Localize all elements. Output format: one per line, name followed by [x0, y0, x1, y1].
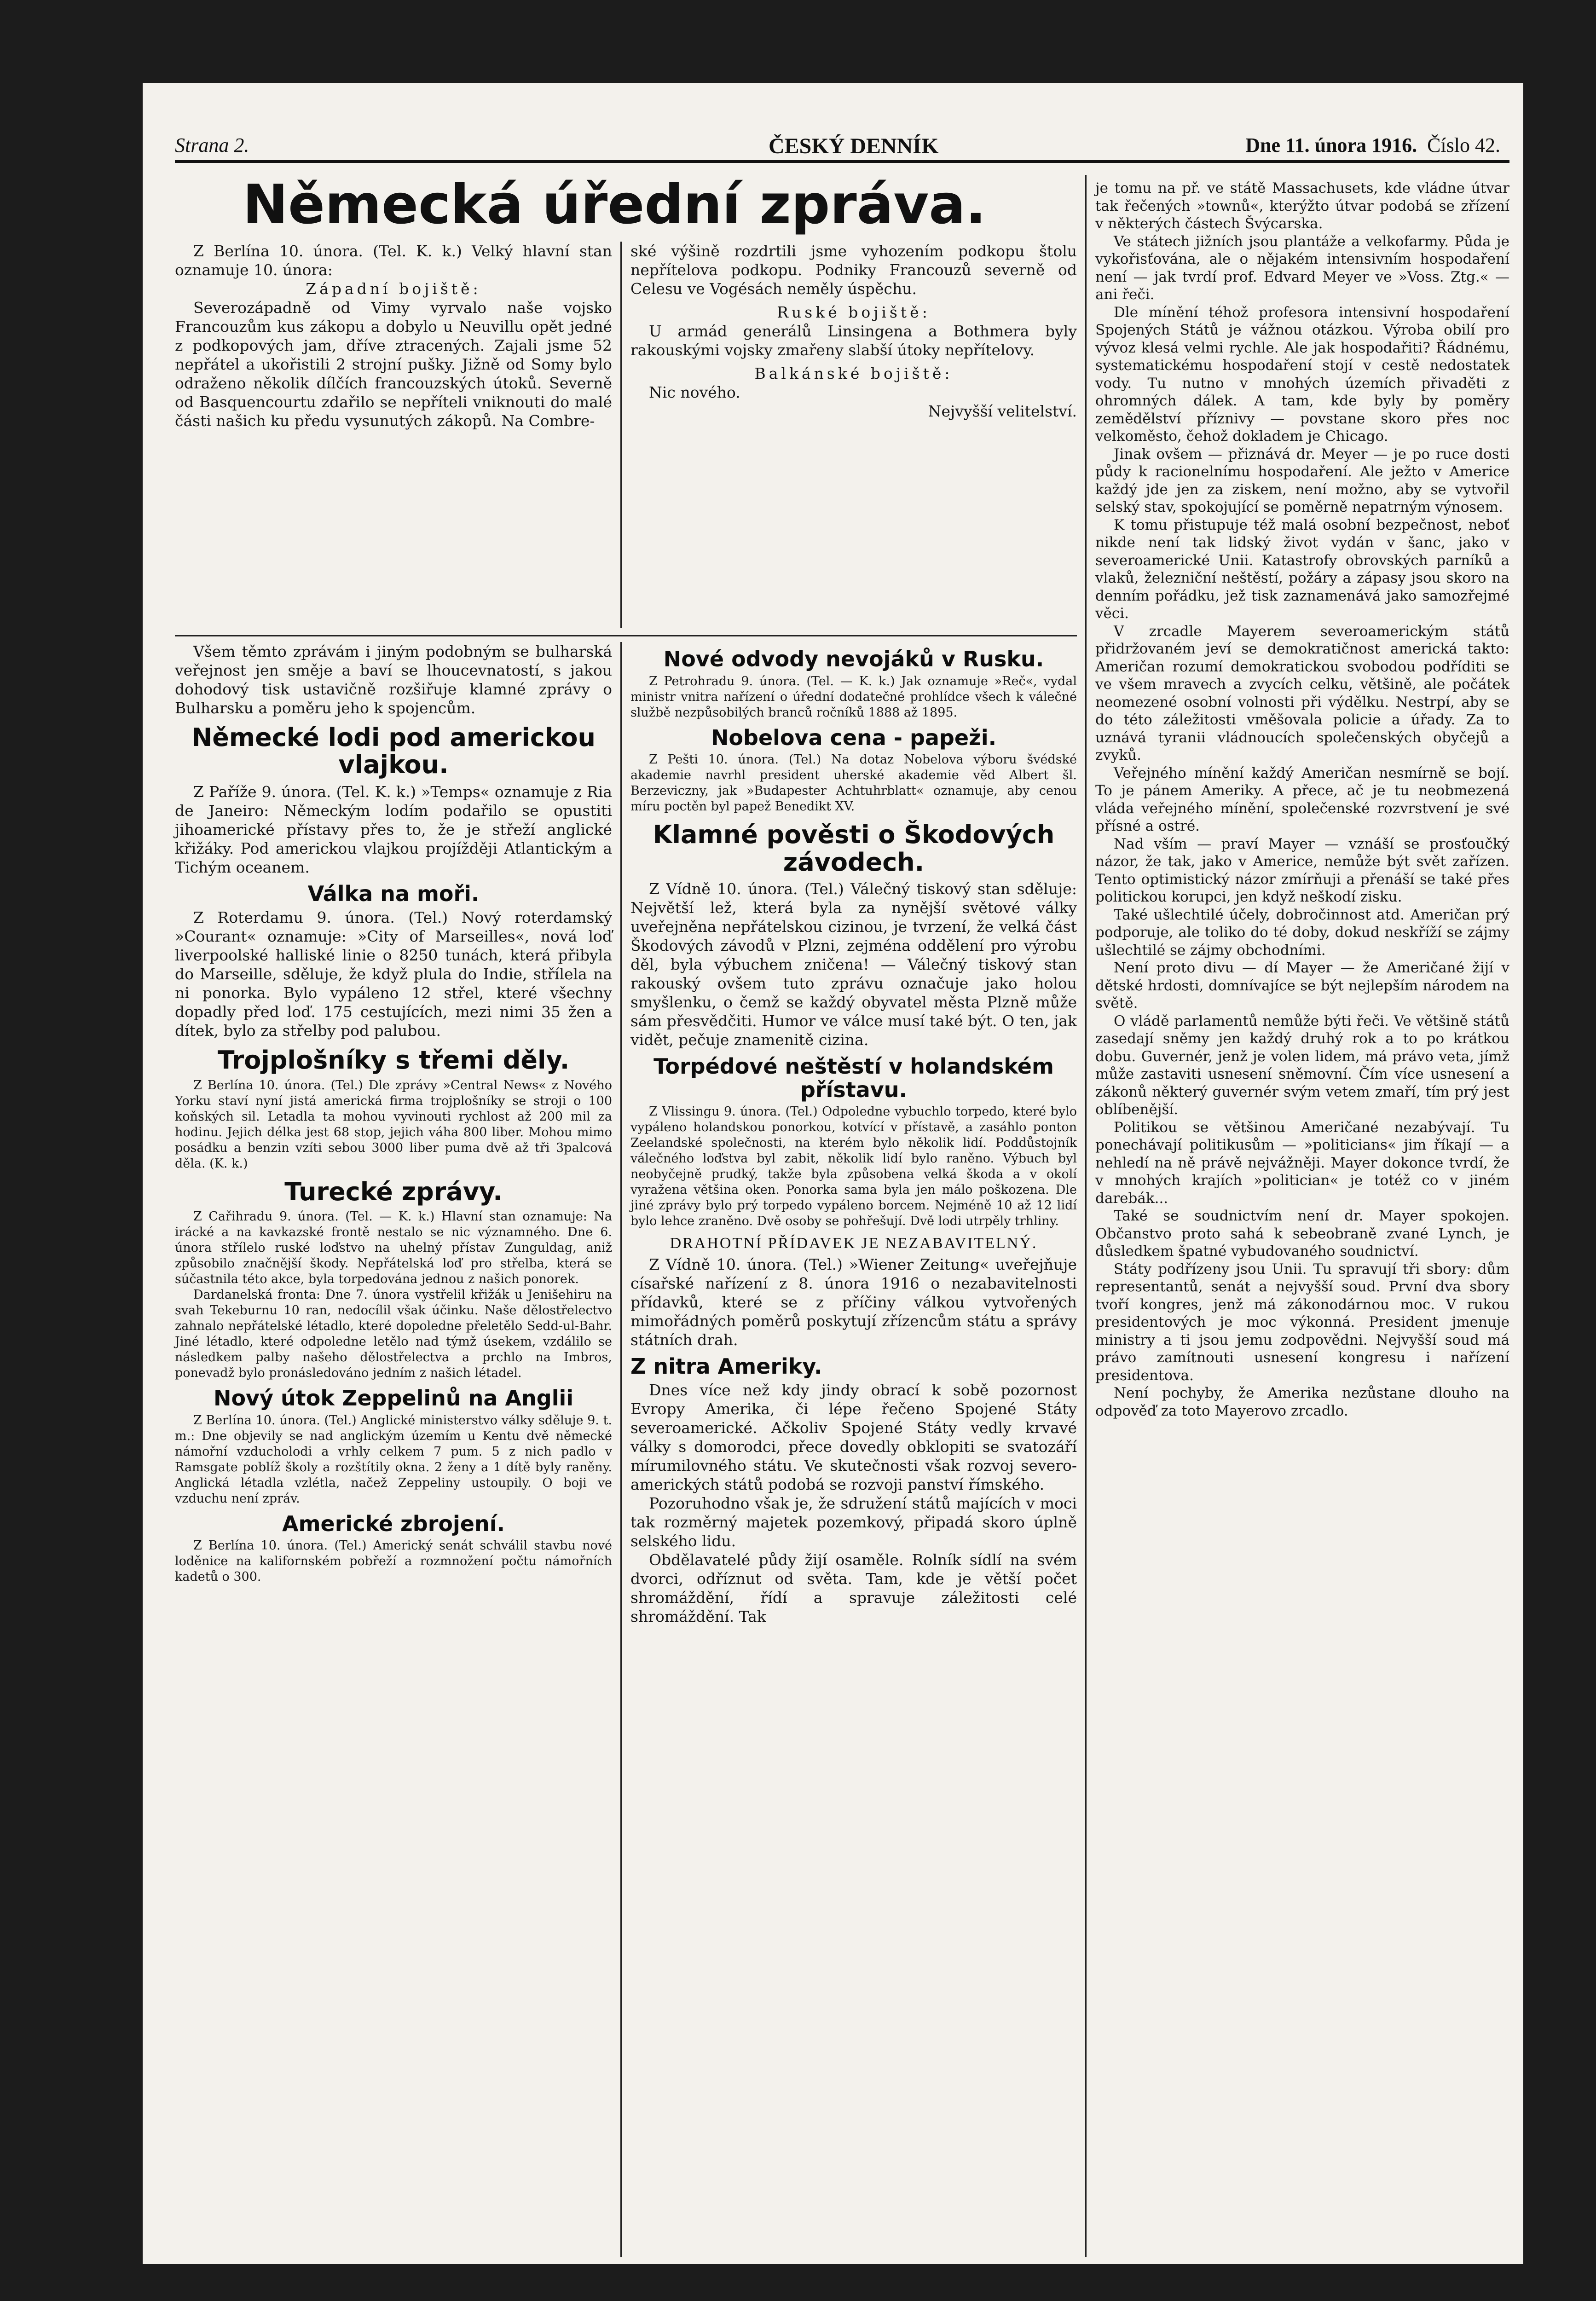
america-cont-5: K tomu přistupuje též malá osobní bezpečnost, neboť nikde není tak lidský život vydán v šanc, jako v severoamerické Unii. Katastrofy obrovských parníků a vlaků, železniční neštěstí, požáry a zápasy jsou skoro na denním pořádku, jež tisk zaznamenává jako samozřejmé věci. [1095, 516, 1509, 622]
sea-war-text: Z Roterdamu 9. února. (Tel.) Nový roterdamský »Courant« oznamuje: »City of Marseilles«, nová loď liverpoolské halliské linie o 8250 tunách, která přibyla do Marseille, sděluje, že když plula do Indie, střílela na ni ponorka. Bylo vypáleno 12 střel, které všechny dopadly před loď. 175 cestujících, mezi nimi 35 žen a dítek, bylo za střelby pod palubou. [175, 908, 612, 1040]
east-front-label: Ruské bojiště: [777, 303, 931, 321]
west-front-text: Severozápadně od Vimy vyrvalo naše vojsko Francouzům kus zákopu a dobylo u Neuvillu opět jedné z podkopových jam, dříve ztracených. Zajali jsme 52 nepřátel a ukořistili 2 strojní pušky. Jižně od Somy bylo odraženo několik dílčích francouzských útoků. Severně od Basquencourtu zdařilo se nepříteli vniknouti do malé části našich ku předu vysunutých zákopů. Na Combre- [175, 299, 612, 430]
top-article-col2 [630, 242, 1077, 421]
america-cont-10: Není proto divu — dí Mayer — že Američané žijí v dětské hrdosti, domnívajíce se být nejlepším národem na světě. [1095, 960, 1509, 1012]
america-cont-4: Jinak ovšem — přiznává dr. Meyer — je po ruce dosti půdy k racionelnímu hospodaření. Ale ježto v Americe každý jde jen za ziskem, není možno, aby se vytvořil selský stav, spokojující se poměrně nepatrným výnosem. [1095, 445, 1509, 515]
main-headline: Německá úřední zpráva. [243, 173, 986, 236]
column-rule [1085, 175, 1087, 2257]
america-cont-2: Ve státech jižních jsou plantáže a velkofarmy. Půda je vykořisťována, ale o nějakém intensivním hospodaření není — jak tvrdí prof. Edvard Meyer ve »Voss. Ztg.« — ani řeči. [1095, 233, 1509, 303]
headline-nobel-prize: Nobelova cena - papeži. [711, 725, 997, 750]
america-cont-8: Nad vším — praví Mayer — vznáší se prosťoučký názor, že tak, jako v Americe, nemůže být svět zařízen. Tento optimistický názor zmírňuji a přenáší se také přes politickou korupci, jen když neškodí zisku. [1095, 835, 1509, 905]
column-1 [175, 642, 612, 1585]
america-cont-13: Také se soudnictvím není dr. Mayer spokojen. Občanstvo proto sahá k sebeobraně zvané Lynch, je důsledkem špatné vybudovaného soudnictví. [1095, 1208, 1509, 1260]
page-number: Strana 2. [175, 134, 249, 156]
issue-number: Číslo 42. [1427, 134, 1500, 156]
date-text: Dne 11. února 1916. [1245, 134, 1417, 156]
balkan-front-label: Balkánské bojiště: [754, 364, 953, 382]
headline-german-ships: Německé lodi pod americkou vlajkou. [191, 723, 596, 780]
cost-allowance-text: Z Vídně 10. února. (Tel.) »Wiener Zeitung« uveřejňuje císařské nařízení z 8. února 1916 o nezabavitelnosti přídavků, které se z příčiny válkou vytvořených mimořádných poměrů poskytují zřízencům státu a správy státních drah. [630, 1255, 1077, 1349]
headline-american-armament: Americké zbrojení. [282, 1511, 505, 1536]
headline-cost-allowance: DRAHOTNÍ PŘÍDAVEK JE NEZABAVITELNÝ. [670, 1235, 1038, 1252]
german-ships-text: Z Paříže 9. února. (Tel. K. k.) »Temps« oznamuje z Ria de Janeiro: Německým lodím podařilo se opustiti jihoamerické přístavy přes to, že je střeží anglické křižáky. Pod americkou vlajkou projížději Atlantickým a Tichým oceanem. [175, 782, 612, 876]
headline-russian-recruits: Nové odvody nevojáků v Rusku. [663, 647, 1044, 671]
section-rule [175, 635, 1077, 636]
america-cont-1: je tomu na př. ve státě Massachusets, kde vládne útvar tak řečených »townů«, kterýžto útvar podobá se zřízení v některých částech Švýcarska. [1095, 180, 1509, 232]
america-cont-6: V zrcadle Mayerem severoamerickým států přidržovaném jeví se demokratičnost americká takto: Američan rozumí demokratickou svobodou podříditi se ve všem mravech a zvycích celku, většině, ale počátek neomezené osobní volnosti při výdělku. Nestrpí, aby se do této záležitosti vměšovala policie a úřady. Za to uznává tyranii vládnoucích společenských obyčejů a zvyků. [1095, 623, 1509, 763]
column-2 [630, 642, 1077, 1626]
newspaper-page [143, 83, 1523, 2264]
russian-recruits-text: Z Petrohradu 9. února. (Tel. — K. k.) Jak oznamuje »Reč«, vydal ministr vnitra nařízení o úřední dodatečné prohlídce všech k válečné službě nezpůsobilých branců ročníků 1888 až 1895. [630, 674, 1077, 720]
headline-turkish-news: Turecké zprávy. [284, 1177, 503, 1206]
headline-inside-america: Z nitra Ameriky. [630, 1353, 822, 1379]
west-front-label: Západní bojiště: [306, 280, 481, 298]
balkan-front-text: Nic nového. [649, 383, 740, 401]
america-cont-7: Veřejného mínění každý Američan nesmírně se bojí. To je pánem Ameriky. A přece, ač je tu neobmezená vláda veřejného mínění, společenské rozvrstvení je své přísné a ostré. [1095, 764, 1509, 834]
america-cont-15: Není pochyby, že Amerika nezůstane dlouho na odpověď za toto Mayerovo zrcadlo. [1095, 1385, 1509, 1419]
column-3 [1095, 179, 1509, 1420]
america-cont-14: Státy podřízeny jsou Unii. Tu spravují tři sbory: dům representantů, senát a nejvyšší soud. První dva sbory tvoří kongres, jenž má zákonodárnou moc. V rukou presidentových je moc výkonná. President jmenuje ministry a ti jsou jemu zodpovědni. Nejvyšší soud má právo zamítnouti usnesení kongresu i nařízení presidentova. [1095, 1260, 1509, 1384]
east-front-text: U armád generálů Linsingena a Bothmera byly rakouskými vojsky zmařeny slabší útoky nepřítelovy. [630, 322, 1077, 359]
top-signature: Nejvyšší velitelství. [928, 402, 1077, 420]
column-rule [620, 642, 622, 2257]
newspaper-title: ČESKÝ DENNÍK [769, 134, 939, 158]
america-text-3: Obdělavatelé půdy žijí osaměle. Rolník sídlí na svém dvorci, odříznut od světa. Tam, kde je větší počet shromáždění, řídí a spravuje záležitosti celé shromáždění. Tak [630, 1551, 1077, 1626]
nobel-prize-text: Z Pešti 10. února. (Tel.) Na dotaz Nobelova výboru švédské akademie navrhl president uherské akademie věd Albert šl. Berzeviczny, jak »Budapester Achtuhrblatt« oznamuje, aby cenou míru poctěn byl papež Benedikt XV. [630, 752, 1077, 814]
headline-skoda-rumours: Klamné pověsti o Škodových závodech. [653, 820, 1055, 877]
american-armament-text: Z Berlína 10. února. (Tel.) Americký senát schválil stavbu nové loděnice na kalifornském pobřeží a rozmnožení počtu námořních kadetů o 300. [175, 1538, 612, 1584]
turkish-news-text: Z Cařihradu 9. února. (Tel. — K. k.) Hlavní stan oznamuje: Na irácké a na kavkazské frontě nestalo se nic významného. Dne 6. února střílelo ruské loďstvo na uhelný přístav Zunguldag, aniž způsobilo značnější škody. Nepřátelská loď pro střelba, která se súčastnila této akce, byla torpedována jednou z našich ponorek. [175, 1209, 612, 1287]
triplanes-text: Z Berlína 10. února. (Tel.) Dle zprávy »Central News« z Nového Yorku staví nyní jistá americká firma trojplošníky se stroji o 100 koňských sil. Letadla ta mohou vyvinouti rychlost až 200 mil za hodinu. Jejich délka jest 68 stop, jejich váha 800 liber. Mohou mimo posádku a benzin vzíti sebou 3000 liber puma dvě až tři 3palcová děla. (K. k.) [175, 1078, 612, 1171]
america-cont-3: Dle mínění téhož profesora intensivní hospodaření Spojených Států je vážnou otázkou. Výroba obilí pro vývoz klesá velmi rychle. Ale jak hospodařiti? Řádnému, systematickému hospodaření stojí v cestě nedostatek vody. Tu nutno v mnohých územích přivaděti z ohromných dálek. A tam, kde byly by poměry zemědělství příznivy — povstane skoro přes noc velkoměsto, čehož dokladem je Chicago. [1095, 304, 1509, 445]
headline-triplanes: Trojplošníky s třemi děly. [217, 1046, 570, 1075]
dardanelles-text: Dardanelská fronta: Dne 7. února vystřelil křižák u Jenišehiru na svah Tekeburnu 10 ran, nedocílil však účinku. Naše dělostřelectvo zahnalo nepřátelské létadlo, které dopoledne přeletělo Sedd-ul-Bahr. Jiné létadlo, které odpoledne letělo nad týmž úsekem, vzdálilo se následkem palby našeho dělostřelectva a prchlo na Imbros, ponevadž bylo pronásledováno jedním z našich létadel. [175, 1288, 612, 1381]
america-text-2: Pozoruhodno však je, že sdružení států majících v moci tak rozměrný majetek pozemkový, připadá skoro úplně selského lidu. [630, 1494, 1077, 1550]
top-article-col1 [175, 242, 612, 430]
header-rule [175, 160, 1509, 163]
america-text-1: Dnes více než kdy jindy obrací k sobě pozornost Evropy Amerika, či lépe řečeno Spojené Státy severoamerické. Ačkoliv Spojené Státy vedly krvavé války s domorodci, přece dovedly obklopiti se svatozáří mírumilovného státu. Ve skutečnosti však rozvoj severo-amerických států podobá se rozvoji panství římského. [630, 1381, 1077, 1494]
page-header [175, 133, 1500, 161]
top-intro: Z Berlína 10. února. (Tel. K. k.) Velký hlavní stan oznamuje 10. února: [175, 242, 612, 279]
bulgaria-text: Všem těmto zprávám i jiným podobným se bulharská veřejnost jen směje a baví se lhoucevnatostí, s jakou dohodový tisk ustavičně rozšiřuje klamné zprávy o Bulharsku a poměru jeho k spojencům. [175, 642, 612, 717]
zeppelin-attack-text: Z Berlína 10. února. (Tel.) Anglické ministerstvo války sděluje 9. t. m.: Dne objevily se nad anglickým územím u Kentu dvě německé námořní vzducholodi a vrhly celkem 7 pum. 5 z nich padlo v Ramsgate poblíž školy a rozštítily okna. 2 ženy a 1 dítě byly raněny. Anglická létadla vzlétla, načež Zeppeliny ustoupily. O boji ve vzduchu není zpráv. [175, 1413, 612, 1506]
america-cont-9: Také ušlechtilé účely, dobročinnost atd. Američan prý podporuje, ale toliko do té doby, dokud neskříží se zájmy ušlechtilé se zájmy obchodními. [1095, 906, 1509, 959]
headline-torpedo-accident: Torpédové neštěstí v holandském přístavu. [653, 1053, 1054, 1102]
west-front-continued: ské výšině rozdrtili jsme vyhozením podkopu štolu nepřítelova podkopu. Podniky Francouzů severně od Celesu ve Vogésách neměly úspěchu. [630, 242, 1077, 298]
america-cont-11: O vládě parlamentů nemůže býti řeči. Ve většině států zasedají sněmy jen každý druhý rok a to po krátkou dobu. Guvernér, jenž je volen lidem, má právo veta, jímž může zastaviti usnesení sněmovní. Čím více usnesení a zákonů některý guvernér svým vetem zmaří, tím prý jest oblíbenější. [1095, 1012, 1509, 1118]
headline-sea-war: Válka na moři. [307, 881, 480, 906]
issue-date [1245, 133, 1500, 157]
america-cont-12: Politikou se většinou Američané nezabývají. Tu ponechávají politikusům — »politicians« jim říkají — a nehledí na ně právě nejvážněji. Mayer dokonce tvrdí, že v mnohých krajích »politician« je totéž co v jiném darebák... [1095, 1119, 1509, 1207]
torpedo-accident-text: Z Vlissingu 9. února. (Tel.) Odpoledne vybuchlo torpedo, které bylo vypáleno holandskou ponorkou, kotvící v přístavě, a zasáhlo ponton Zeelandské společnosti, na kterém bylo několik lidí. Poddůstojník válečného loďstva byl zabit, několik lidí bylo raněno. Výbuch byl neobyčejně prudký, takže byla způsobena velká škoda a v okolí vyražena většina oken. Ponorka sama byla jen málo poškozena. Dle jiné zprávy bylo prý torpedo vypáleno borcem. Nejméně 10 až 12 lidí bylo lehce zraněno. Dvě osoby se pohřešují. Dvě lodi utrpěly trhliny. [630, 1104, 1077, 1229]
skoda-rumours-text: Z Vídně 10. února. (Tel.) Válečný tiskový stan sděluje: Největší lež, která byla za nynější světové války uveřejněna nepřátelskou cizinou, je tvrzení, že velká část Škodových závodů v Plzni, zejména oddělení pro výrobu děl, byla výbuchem zničena! — Válečný tiskový stan rakouský ovšem tuto zprávu označuje jako holou smyšlenku, o čemž se každý obyvatel města Plzně může sám přesvědčiti. Humor ve válce musí také být. O ten, jak vidět, pečuje znamenitě cizina. [630, 879, 1077, 1049]
headline-zeppelin-attack: Nový útok Zeppelinů na Anglii [213, 1386, 574, 1411]
column-rule [620, 242, 622, 628]
